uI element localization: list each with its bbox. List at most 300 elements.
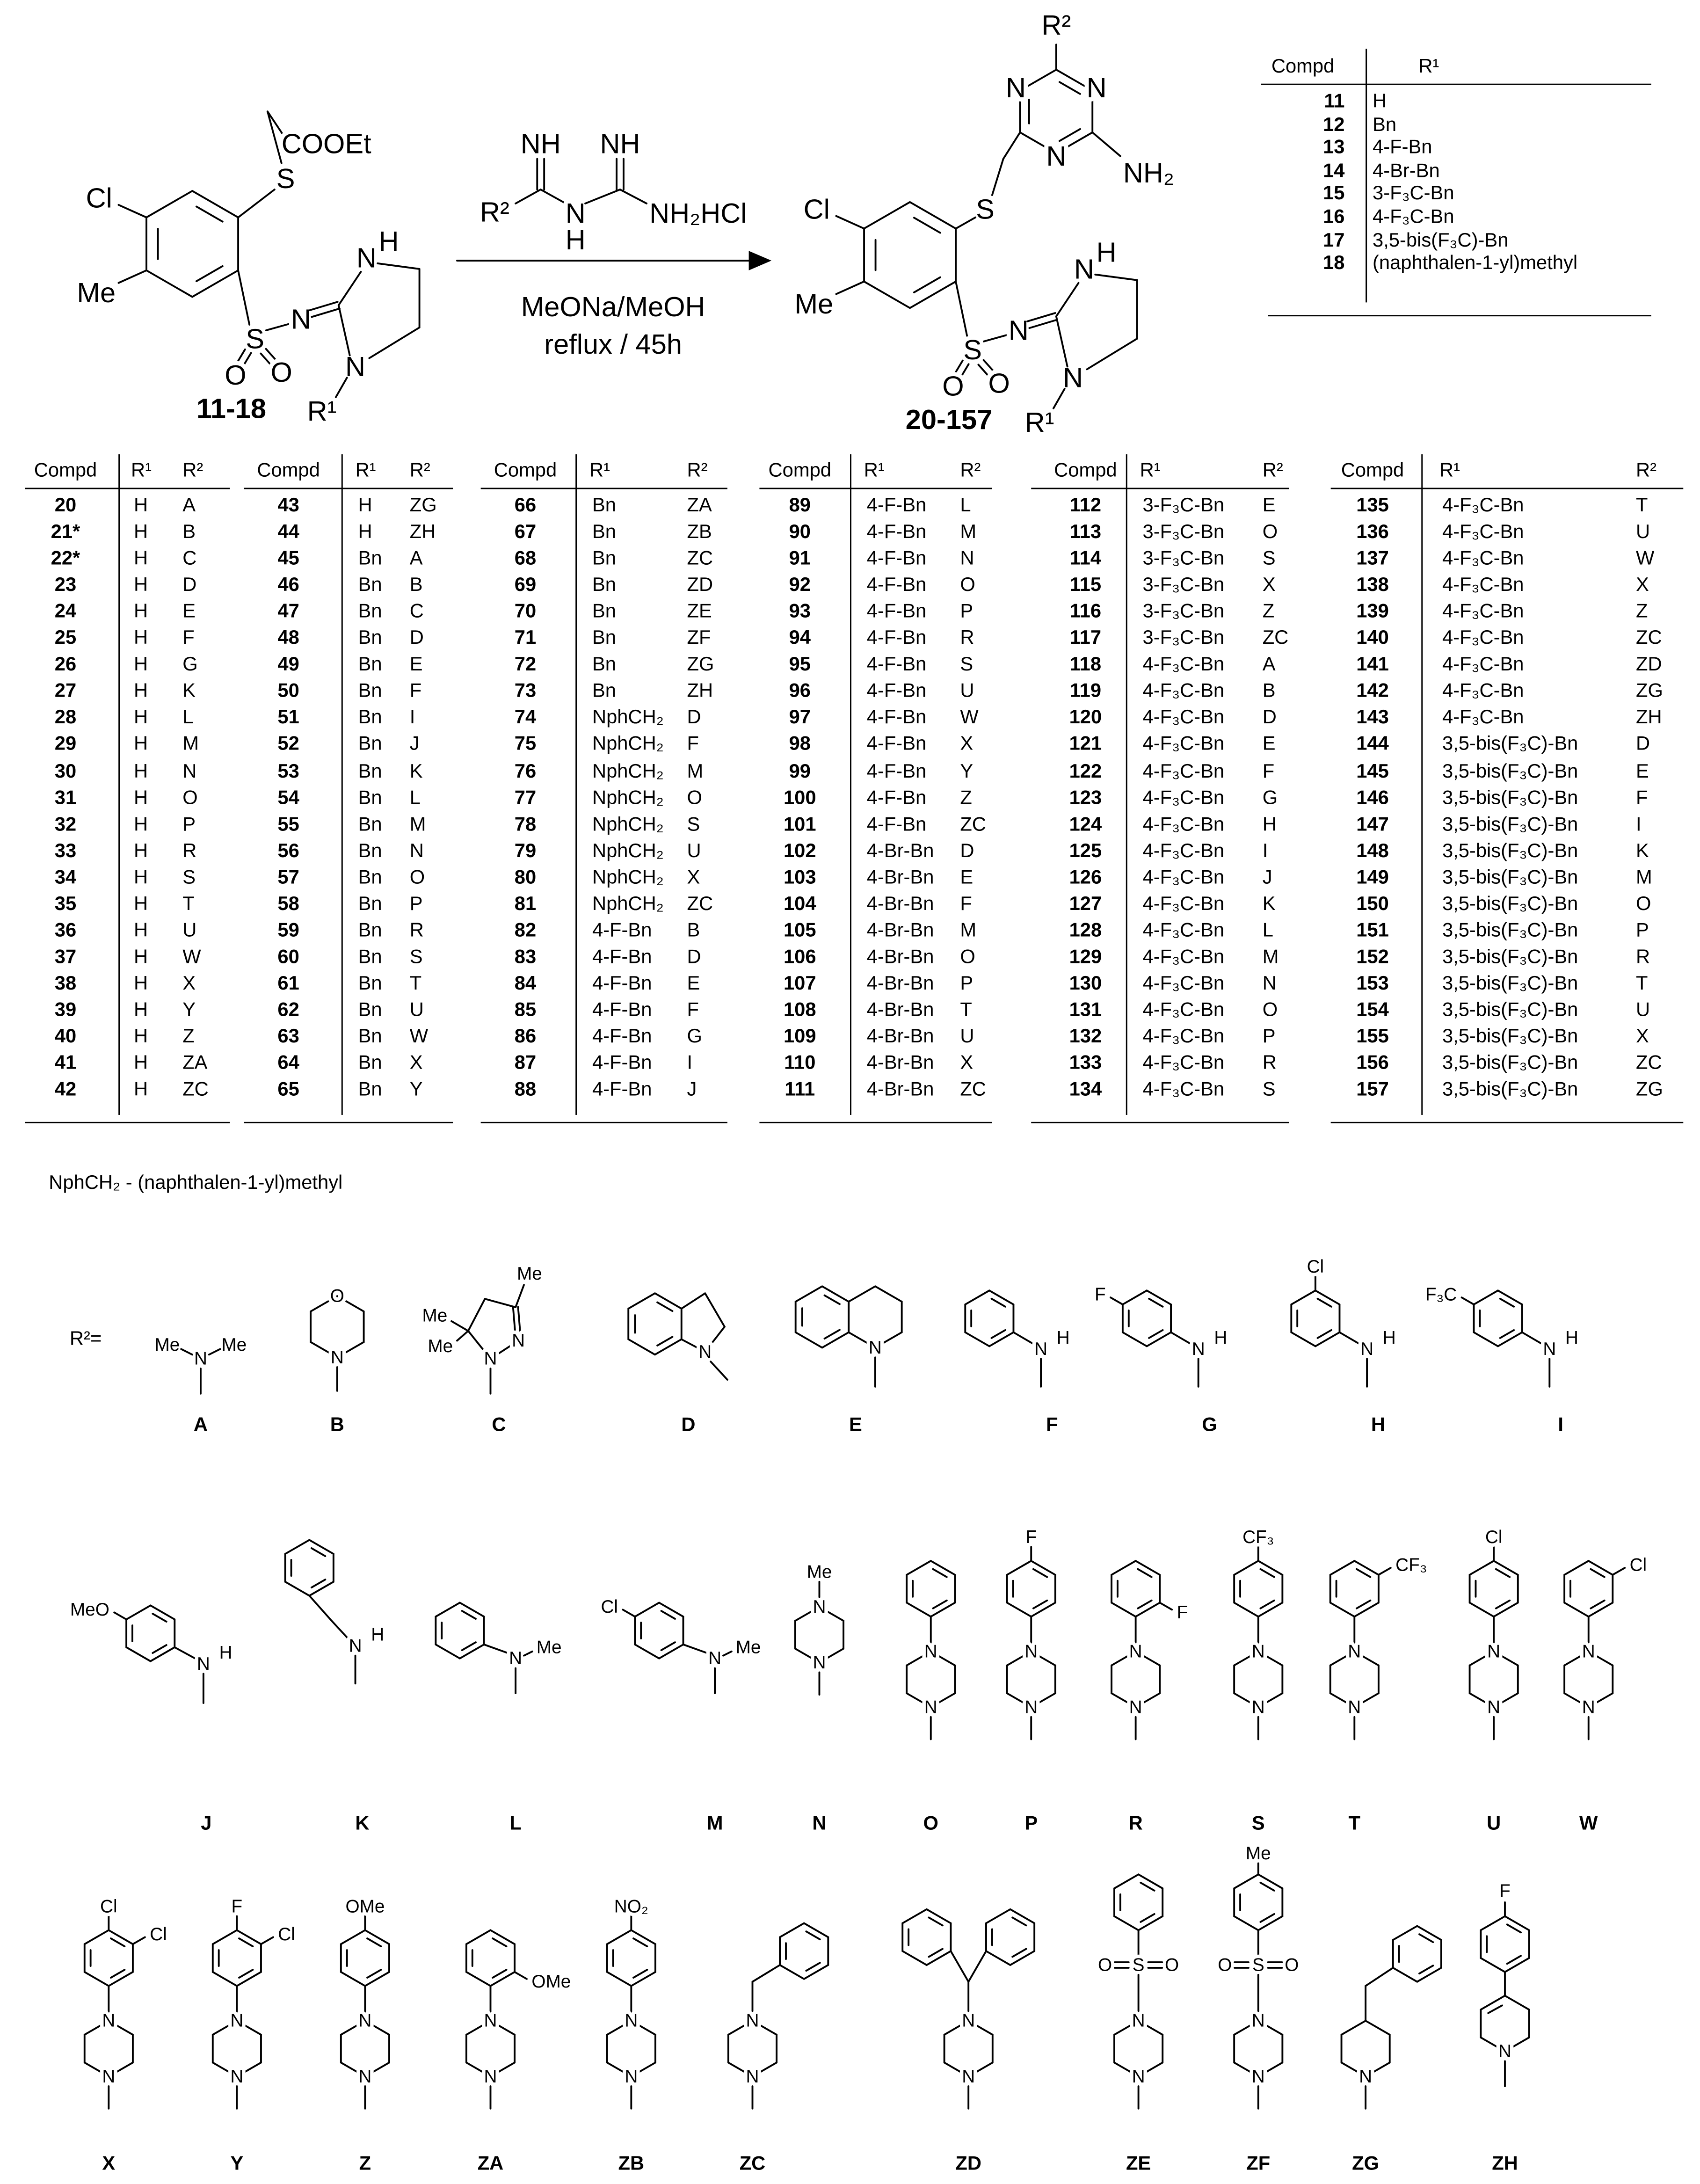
r1-value: 3,5-bis(F₃C)-Bn <box>1442 785 1578 808</box>
r1-value: Bn <box>592 520 616 542</box>
r1-value: 4-F₃C-Bn <box>1442 520 1524 542</box>
compound-number: 117 <box>1069 626 1102 648</box>
compound-number: 76 <box>514 758 537 781</box>
r1-value: 4-F-Bn <box>866 732 927 755</box>
substituent-label: F₃C <box>1425 1284 1457 1305</box>
r2-group-s <box>1234 1527 1282 1834</box>
compound-number: 149 <box>1356 865 1389 888</box>
r2-group-label: ZG <box>1352 2152 1380 2174</box>
bond <box>312 1548 325 1556</box>
compound-number: 116 <box>1069 599 1102 622</box>
bond <box>1141 1883 1154 1891</box>
bond <box>1056 316 1068 366</box>
compound-number: 94 <box>789 626 811 648</box>
bond <box>1003 132 1020 159</box>
r2-group-r <box>1112 1561 1188 1834</box>
r1-label: R¹ <box>307 395 337 427</box>
r2-value: I <box>1262 838 1268 861</box>
atom-label: Me <box>422 1305 448 1326</box>
benzene-ring <box>126 1605 174 1661</box>
r1-value: 3,5-bis(F₃C)-Bn <box>1442 1024 1578 1047</box>
r1-value: H <box>1373 89 1387 112</box>
r1-value: 4-F₃C-Bn <box>1373 204 1454 227</box>
r1-value: 3-F₃C-Bn <box>1142 573 1225 596</box>
h-label: H <box>1565 1328 1578 1348</box>
r1-value: 3,5-bis(F₃C)-Bn <box>1442 758 1578 781</box>
r1-value: NphCH₂ <box>592 706 664 728</box>
r2-value: P <box>1635 918 1649 941</box>
r1-value: 4-F₃C-Bn <box>1442 626 1524 648</box>
bond <box>516 1285 524 1307</box>
compound-number: 140 <box>1356 626 1389 648</box>
bond <box>984 335 1009 342</box>
r1-value: 4-F-Bn <box>1373 135 1432 158</box>
compound-number: 57 <box>277 865 299 888</box>
r1-value: 4-F₃C-Bn <box>1442 706 1524 728</box>
compound-number: 141 <box>1356 652 1389 675</box>
r2-value: U <box>1635 520 1650 542</box>
compound-number: 153 <box>1356 971 1389 994</box>
n-label: N <box>1129 1697 1142 1718</box>
r2-group-label: ZF <box>1246 2152 1271 2174</box>
bond <box>1419 1934 1433 1942</box>
bond <box>1149 1299 1162 1307</box>
r2-group-label: F <box>1046 1413 1058 1435</box>
r1-value: NphCH₂ <box>592 812 664 835</box>
r2-value: K <box>1262 891 1276 914</box>
r2-value: K <box>182 679 196 702</box>
bond <box>118 270 146 283</box>
n-label: N <box>1487 1697 1501 1718</box>
bond <box>657 1337 672 1346</box>
compound-number: 79 <box>514 838 537 861</box>
bond <box>153 1645 166 1653</box>
r2-group-label: B <box>330 1413 344 1435</box>
r2-value: O <box>1262 997 1278 1020</box>
n-label: N <box>924 1641 937 1662</box>
r1-value: 3-F₃C-Bn <box>1142 626 1225 648</box>
compound-number: 78 <box>514 812 537 835</box>
bond <box>1591 1601 1604 1609</box>
r1-value: Bn <box>1373 112 1397 135</box>
r1-value: 4-Br-Bn <box>866 838 934 861</box>
bond <box>1496 1569 1510 1577</box>
r1-value: 4-F-Bn <box>592 1077 652 1100</box>
r1-value: H <box>133 520 148 542</box>
r2-group-o <box>907 1561 955 1834</box>
bond <box>1488 2005 1502 2013</box>
bond <box>1366 1968 1393 1986</box>
r1-value: 3-F₃C-Bn <box>1142 520 1225 542</box>
imine-n-label: N <box>1008 314 1029 346</box>
r2-value: L <box>960 493 971 516</box>
n-label: N <box>1498 2041 1511 2062</box>
r2-group-label: H <box>1371 1413 1385 1435</box>
compound-number: 90 <box>789 520 811 542</box>
r2-value: ZD <box>1635 652 1662 675</box>
compound-number: 144 <box>1356 732 1389 755</box>
compound-number: 97 <box>789 706 811 728</box>
bond <box>238 189 275 218</box>
r1-value: Bn <box>592 626 616 648</box>
r1-value: Bn <box>358 812 382 835</box>
r1-value: H <box>133 732 148 755</box>
r2-group-zh <box>1481 1881 1529 2174</box>
r1-value: 4-F₃C-Bn <box>1142 758 1225 781</box>
n-label: N <box>358 2066 372 2087</box>
bond <box>266 323 291 330</box>
r1-value: 4-F-Bn <box>866 679 927 702</box>
compound-number: 47 <box>277 599 299 622</box>
r1-value: Bn <box>358 1024 382 1047</box>
r1-value: 4-F-Bn <box>866 785 927 808</box>
compound-number: 34 <box>54 865 77 888</box>
r2-group-zb <box>607 1896 655 2174</box>
header-rule <box>25 488 230 489</box>
atom-label: Me <box>806 1562 832 1582</box>
compound-number: 112 <box>1069 493 1102 516</box>
bond <box>239 1970 253 1978</box>
bond <box>1111 1297 1123 1304</box>
substituent-label: CF₃ <box>1242 1527 1274 1548</box>
compound-number: 127 <box>1069 891 1102 914</box>
n-label: N <box>1251 1641 1265 1662</box>
r2-value: Z <box>1262 599 1275 622</box>
r1-value: Bn <box>358 997 382 1020</box>
bond <box>992 159 1003 195</box>
r2-label: R² <box>480 196 509 228</box>
n-label: N <box>708 1648 722 1669</box>
r2-value: D <box>1635 732 1650 755</box>
bond <box>133 1937 145 1944</box>
r1-value: 4-F-Bn <box>592 945 652 967</box>
bond <box>493 1938 506 1946</box>
bond <box>1012 1917 1026 1925</box>
compound-number: 135 <box>1356 493 1389 516</box>
compound-number: 118 <box>1069 652 1102 675</box>
r2-group-zd <box>902 1909 1034 2174</box>
bond <box>1033 1569 1047 1577</box>
r1-value: 4-F₃C-Bn <box>1142 918 1225 941</box>
bond <box>1060 82 1080 94</box>
compound-number: 132 <box>1069 1024 1102 1047</box>
r2-value: M <box>182 732 199 755</box>
n-label: N <box>194 1348 207 1369</box>
r2-value: ZC <box>1635 1051 1662 1073</box>
benzene-ring <box>436 1603 484 1659</box>
nh-label: N <box>1074 253 1094 285</box>
compound-number: 31 <box>54 785 77 808</box>
r1-value: Bn <box>358 706 382 728</box>
r2-value: I <box>687 1051 693 1073</box>
r2-value: Y <box>960 758 974 781</box>
r1-value: 4-F₃C-Bn <box>1442 599 1524 622</box>
r1-value: 4-Br-Bn <box>866 971 934 994</box>
bond <box>339 272 361 305</box>
bond <box>312 308 340 317</box>
r1-value: H <box>133 758 148 781</box>
compound-number: 105 <box>783 918 816 941</box>
r1-value: 4-Br-Bn <box>866 997 934 1020</box>
substituent-label: F <box>1177 1602 1188 1623</box>
bond <box>336 378 347 397</box>
header-rule <box>244 488 453 489</box>
r2-group-label: G <box>1202 1413 1217 1435</box>
r2-value: O <box>1262 520 1278 542</box>
bond <box>339 305 350 355</box>
r2-group-label: T <box>1348 1812 1361 1834</box>
r1-value: Bn <box>592 493 616 516</box>
n-label: N <box>813 1653 826 1673</box>
bond <box>929 1917 942 1925</box>
compound-number: 113 <box>1069 520 1102 542</box>
r2-group-label: ZC <box>739 2152 766 2174</box>
bond <box>992 1299 1005 1307</box>
compound-number: 44 <box>277 520 299 542</box>
r2-value: U <box>960 679 974 702</box>
n-label: N <box>358 2010 372 2031</box>
compound-number: 35 <box>54 891 77 914</box>
bond <box>933 1569 946 1577</box>
footnote: NphCH₂ - (naphthalen-1-yl)methyl <box>49 1171 343 1193</box>
r2-value: T <box>409 971 422 994</box>
compound-number: 12 <box>1323 112 1345 135</box>
compound-number: 59 <box>277 918 299 941</box>
r1-value: 4-F-Bn <box>866 546 927 569</box>
compound-number: 52 <box>277 732 299 755</box>
r1-value: Bn <box>358 599 382 622</box>
compound-number: 157 <box>1356 1077 1389 1100</box>
r1-value: H <box>133 1077 148 1100</box>
n-label: N <box>1348 1641 1361 1662</box>
r1-value: 4-Br-Bn <box>1373 158 1440 181</box>
r2-value: S <box>687 812 700 835</box>
bond <box>181 1349 192 1354</box>
r2-group-zf <box>1218 1843 1299 2174</box>
r2-value: ZF <box>687 626 711 648</box>
n-label: N <box>484 2066 497 2087</box>
r1-value: 4-F₃C-Bn <box>1442 493 1524 516</box>
bond <box>111 1970 124 1978</box>
r2-group-label: ZH <box>1492 2152 1518 2174</box>
compound-number: 69 <box>514 573 537 596</box>
compound-number: 99 <box>789 758 811 781</box>
r1-value: H <box>133 785 148 808</box>
r2-value: S <box>1262 546 1276 569</box>
compound-number: 56 <box>277 838 299 861</box>
r2-value: L <box>1262 918 1273 941</box>
r2-value: R <box>960 626 974 648</box>
bond <box>661 1611 675 1619</box>
compound-range-label: 20-157 <box>905 404 993 436</box>
compound-number: 101 <box>783 812 816 835</box>
r2-value: J <box>409 732 420 755</box>
aryl-ring <box>213 1930 261 1986</box>
r2-value: Z <box>182 1024 195 1047</box>
r2-value: O <box>960 945 975 967</box>
compound-number: 80 <box>514 865 537 888</box>
compound-number: 36 <box>54 918 77 941</box>
r1-value: 3,5-bis(F₃C)-Bn <box>1442 1077 1578 1100</box>
bond <box>1507 1956 1521 1964</box>
r2-value: ZC <box>687 891 713 914</box>
header-r2: R² <box>687 458 708 481</box>
r2-value: ZC <box>1262 626 1289 648</box>
bond <box>153 1614 166 1622</box>
compound-number: 30 <box>54 758 77 781</box>
r2-value: F <box>1635 785 1648 808</box>
compound-number: 150 <box>1356 891 1389 914</box>
r1-value: Bn <box>358 546 382 569</box>
r1-value: 3,5-bis(F₃C)-Bn <box>1373 228 1509 250</box>
n-label: N <box>1582 1697 1595 1718</box>
r1-value: 3,5-bis(F₃C)-Bn <box>1442 865 1578 888</box>
r2-value: W <box>960 706 979 728</box>
column-divider <box>118 454 120 1115</box>
header-rule <box>1331 488 1684 489</box>
compound-number: 155 <box>1356 1024 1389 1047</box>
r1-value: H <box>133 812 148 835</box>
arrow-head <box>750 252 770 269</box>
r1-value: 4-F-Bn <box>592 1051 652 1073</box>
r2-group-z <box>341 1896 389 2174</box>
benzene-ring <box>902 1909 951 1965</box>
r1-value: NphCH₂ <box>592 758 664 781</box>
bond <box>1029 320 1057 328</box>
compound-number: 136 <box>1356 520 1389 542</box>
compound-number: 139 <box>1356 599 1389 622</box>
r1-value: Bn <box>592 679 616 702</box>
header-compd: Compd <box>34 458 97 481</box>
n-label: N <box>230 2010 244 2031</box>
r2-value: D <box>687 706 701 728</box>
header-r2: R² <box>182 458 203 481</box>
n-label: N <box>1582 1641 1595 1662</box>
r1-value: Bn <box>592 546 616 569</box>
bond <box>1339 1332 1359 1344</box>
r1-value: Bn <box>358 971 382 994</box>
bond <box>1012 1949 1026 1957</box>
compound-number: 18 <box>1323 251 1345 274</box>
r1-value: H <box>133 865 148 888</box>
compound-number: 71 <box>514 626 537 648</box>
r1-value: 4-F-Bn <box>592 918 652 941</box>
benzene-ring <box>1393 1926 1441 1982</box>
r2-value: J <box>1262 865 1272 888</box>
r1-value: Bn <box>358 945 382 967</box>
r1-value: 3,5-bis(F₃C)-Bn <box>1442 1051 1578 1073</box>
compound-number: 17 <box>1323 228 1345 250</box>
r2-group-zc <box>728 1923 828 2174</box>
bond <box>620 189 647 204</box>
r2-group-label: I <box>1558 1413 1563 1435</box>
header-rule <box>481 488 727 489</box>
r2-value: T <box>1635 493 1648 516</box>
r2-value: O <box>687 785 702 808</box>
bond <box>1260 1914 1274 1922</box>
r2-value: A <box>182 493 196 516</box>
r2-group-label: L <box>509 1812 522 1834</box>
r1-value: 4-F-Bn <box>866 652 927 675</box>
r2-value: ZC <box>182 1077 209 1100</box>
r2-group-h <box>1291 1257 1395 1435</box>
compound-number: 81 <box>514 891 537 914</box>
bond <box>1092 132 1120 156</box>
r2-value: X <box>1635 1024 1649 1047</box>
compound-number: 88 <box>514 1077 537 1100</box>
n-label: N <box>1487 1641 1501 1662</box>
r2-value: O <box>182 785 198 808</box>
compound-number: 50 <box>277 679 299 702</box>
compound-number: 122 <box>1069 758 1102 781</box>
r1-value: Bn <box>358 626 382 648</box>
compound-number: 23 <box>54 573 77 596</box>
atom-label: Me <box>735 1637 761 1658</box>
r2-value: G <box>687 1024 702 1047</box>
compound-number: 73 <box>514 679 537 702</box>
r1-value: NphCH₂ <box>592 785 664 808</box>
benzene-ring <box>146 191 238 297</box>
amine-label: NH₂ <box>1123 157 1174 189</box>
compound-number: 146 <box>1356 785 1389 808</box>
r1-value: H <box>133 546 148 569</box>
o-label: O <box>1165 1955 1179 1975</box>
r2-group-c <box>422 1264 542 1435</box>
header-r1: R¹ <box>131 458 152 481</box>
r1-value: 4-F₃C-Bn <box>1142 971 1225 994</box>
r2-value: U <box>182 918 197 941</box>
compound-number: 114 <box>1069 546 1102 569</box>
r1-value: H <box>133 971 148 994</box>
r2-group-b <box>311 1286 364 1435</box>
bond <box>836 216 864 229</box>
r1-value: Bn <box>358 679 382 702</box>
n-label: N <box>1348 1697 1361 1718</box>
r2-label: R² <box>1041 9 1071 41</box>
r1-value: H <box>133 838 148 861</box>
bond <box>1419 1966 1433 1973</box>
bond <box>968 1951 986 1982</box>
r2-value: I <box>409 706 415 728</box>
r2-group-label: U <box>1487 1812 1501 1834</box>
n-label: N <box>962 2010 975 2031</box>
compound-number: 72 <box>514 652 537 675</box>
bond <box>623 1609 635 1616</box>
methyl-label: Me <box>794 288 834 320</box>
r2-value: F <box>182 626 195 648</box>
r1-value: H <box>358 520 372 542</box>
substituent-label: F <box>1094 1284 1106 1305</box>
n-label: N <box>484 1348 497 1369</box>
r1-value: 4-F₃C-Bn <box>1142 785 1225 808</box>
bond <box>1500 1299 1514 1307</box>
compound-number: 109 <box>783 1024 816 1047</box>
r2-value: F <box>960 891 972 914</box>
sulfonyl-s-label: S <box>246 323 264 355</box>
n-label: N <box>1034 1339 1048 1359</box>
compound-number: 22* <box>51 546 80 569</box>
bond <box>462 1642 476 1650</box>
bond <box>1260 1569 1274 1577</box>
bond <box>1318 1299 1331 1307</box>
r2-group-a <box>155 1335 247 1435</box>
bond <box>1522 1332 1541 1344</box>
compound-number: 74 <box>514 706 537 728</box>
r1-value: 4-F-Bn <box>866 812 927 835</box>
bond <box>457 1331 468 1341</box>
compound-number: 106 <box>783 945 816 967</box>
r2-value: S <box>1262 1077 1276 1100</box>
